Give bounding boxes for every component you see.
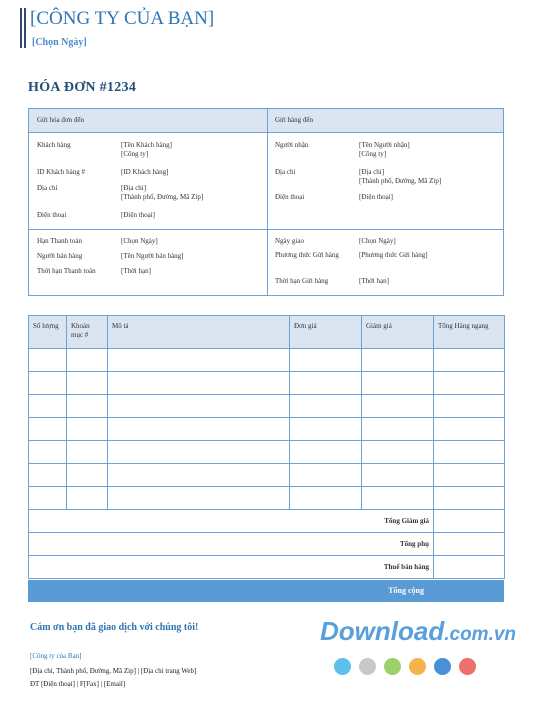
total-discount-label: Tổng Giảm giá xyxy=(29,510,434,533)
shipping-terms-value[interactable]: [Thời hạn] xyxy=(359,277,389,285)
ship-to-recipient-label: Người nhận xyxy=(275,141,309,149)
watermark-dot xyxy=(434,658,451,675)
footer-company[interactable]: [Công ty của Bạn] xyxy=(30,652,82,660)
salesperson-label: Người bán hàng xyxy=(37,252,83,260)
watermark-dot xyxy=(459,658,476,675)
grand-total-label: Tổng cộng xyxy=(388,586,424,595)
bill-to-customer-label: Khách hàng xyxy=(37,141,71,149)
col-header-quantity: Số lượng xyxy=(29,316,67,349)
total-discount-row xyxy=(29,510,505,533)
line-items-header-row xyxy=(29,316,505,349)
table-row[interactable] xyxy=(29,441,505,464)
line-items-table xyxy=(28,315,505,579)
watermark-dots xyxy=(334,658,484,676)
payment-terms-label: Thời hạn Thanh toán xyxy=(37,267,96,275)
col-header-description: Mô tả xyxy=(108,316,290,349)
payment-due-label: Hạn Thanh toán xyxy=(37,237,82,245)
ship-to-address-label: Địa chỉ xyxy=(275,168,296,176)
ship-to-heading: Gửi hàng đến xyxy=(275,116,314,124)
col-header-item-number: Khoản mục # xyxy=(67,316,108,349)
footer-contact[interactable]: ĐT [Điện thoại] | F[Fax] | [Email] xyxy=(30,680,126,688)
shipping-method-value[interactable]: [Phương thức Gửi hàng] xyxy=(359,251,428,259)
download-watermark-logo xyxy=(320,616,516,647)
ship-to-phone-label: Điện thoại xyxy=(275,193,305,201)
sales-tax-value[interactable] xyxy=(434,556,505,579)
watermark-domain: .com.vn xyxy=(444,624,517,645)
grand-total-bar xyxy=(28,580,504,602)
salesperson-value[interactable]: [Tên Người bán hàng] xyxy=(121,252,184,260)
table-row[interactable] xyxy=(29,487,505,510)
watermark-text: Download xyxy=(320,616,445,646)
shipping-terms-label: Thời hạn Gửi hàng xyxy=(275,277,329,285)
bill-to-customer-id-label: ID Khách hàng # xyxy=(37,168,86,176)
watermark-dot xyxy=(359,658,376,675)
sales-tax-label: Thuế bán hàng xyxy=(29,556,434,579)
watermark-dot xyxy=(409,658,426,675)
total-discount-value[interactable] xyxy=(434,510,505,533)
thank-you-message: Cám ơn bạn đã giao dịch với chúng tôi! xyxy=(30,622,199,633)
table-row[interactable] xyxy=(29,372,505,395)
sales-tax-row xyxy=(29,556,505,579)
table-row[interactable] xyxy=(29,349,505,372)
table-row[interactable] xyxy=(29,418,505,441)
ship-to-address-value[interactable]: [Địa chỉ] [Thành phố, Đường, Mã Zip] xyxy=(359,168,442,185)
col-header-discount: Giảm giá xyxy=(362,316,434,349)
payment-terms-value[interactable]: [Thời hạn] xyxy=(121,267,151,275)
watermark-dot xyxy=(334,658,351,675)
subtotal-label: Tổng phụ xyxy=(29,533,434,556)
bill-to-phone-value[interactable]: [Điện thoại] xyxy=(121,211,156,219)
header-accent-bars xyxy=(20,8,28,48)
ship-to-recipient-value[interactable]: [Tên Người nhận] [Công ty] xyxy=(359,141,410,158)
bill-to-heading: Gửi hóa đơn đến xyxy=(37,116,84,124)
bill-to-phone-label: Điện thoại xyxy=(37,211,67,219)
ship-to-phone-value[interactable]: [Điện thoại] xyxy=(359,193,394,201)
bill-to-customer-value[interactable]: [Tên Khách hàng] [Công ty] xyxy=(121,141,172,158)
shipping-method-label: Phương thức Gửi hàng xyxy=(275,251,339,259)
col-header-line-total: Tổng Hàng ngang xyxy=(434,316,505,349)
invoice-info-table xyxy=(28,108,504,296)
table-row[interactable] xyxy=(29,464,505,487)
delivery-date-label: Ngày giao xyxy=(275,237,304,245)
company-name[interactable]: [CÔNG TY CỦA BẠN] xyxy=(30,8,215,29)
col-header-unit-price: Đơn giá xyxy=(290,316,362,349)
table-row[interactable] xyxy=(29,395,505,418)
watermark-dot xyxy=(384,658,401,675)
bill-to-address-value[interactable]: [Địa chỉ] [Thành phố, Đường, Mã Zip] xyxy=(121,184,204,201)
payment-due-value[interactable]: [Chọn Ngày] xyxy=(121,237,158,245)
invoice-title: HÓA ĐƠN #1234 xyxy=(28,80,137,95)
info-header-band xyxy=(29,109,503,133)
subtotal-value[interactable] xyxy=(434,533,505,556)
bill-to-customer-id-value[interactable]: [ID Khách hàng] xyxy=(121,168,169,176)
footer-address[interactable]: [Địa chỉ, Thành phố, Đường, Mã Zip] | [Địa chỉ trang Web] xyxy=(30,667,197,675)
delivery-date-value[interactable]: [Chọn Ngày] xyxy=(359,237,396,245)
bill-to-address-label: Địa chỉ xyxy=(37,184,58,192)
subtotal-row xyxy=(29,533,505,556)
header-date-picker[interactable]: [Chọn Ngày] xyxy=(32,37,87,48)
